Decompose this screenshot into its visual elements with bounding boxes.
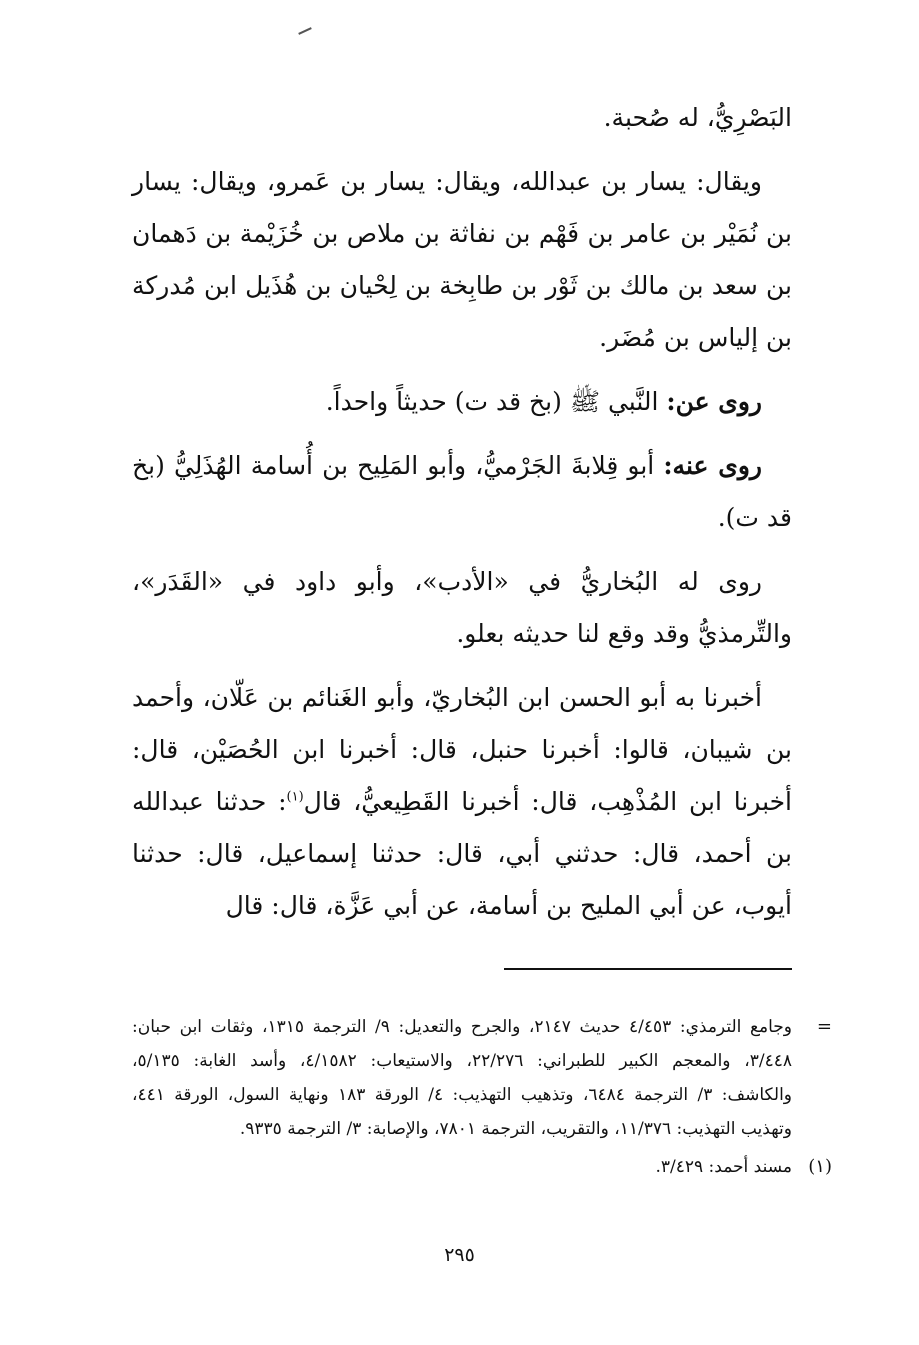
paragraph-1: البَصْرِيُّ، له صُحبة. — [603, 103, 792, 132]
rawa-an-text: النَّبي ﷺ (بخ قد ت) حديثاً واحداً. — [325, 387, 667, 416]
paragraph-6-part-1: أخبرنا به أبو الحسن ابن البُخاريّ، وأبو الغَنائم بن عَلّان، وأحمد بن شيبان، قالوا: أخبرنا حنبل، قال: أخبرنا ابن الحُصَيْن، قال: أخبرنا ابن المُذْهِب، قال: أخبرنا القَطِيعيُّ، قال — [132, 683, 793, 816]
footnote-1-marker: (١) — [808, 1156, 832, 1177]
paragraph-6 — [132, 672, 792, 932]
paragraph-4 — [132, 440, 792, 544]
rawa-an-label: روى عن: — [666, 387, 762, 416]
footnotes-block — [132, 1010, 832, 1184]
footnote-continuation — [132, 1010, 832, 1146]
paragraph-3 — [132, 376, 792, 428]
main-text-block — [132, 92, 792, 944]
page-number: ٢٩٥ — [444, 1244, 475, 1266]
footnote-continuation-marker: = — [816, 1016, 832, 1037]
rawa-anhu-label: روى عنه: — [663, 451, 762, 480]
paragraph-6-part-2: : حدثنا عبدالله بن أحمد، قال: حدثني أبي، قال: حدثنا إسماعيل، قال: حدثنا أيوب، عن أبي المليح بن أسامة، عن أبي عَزَّة، قال: قال — [132, 787, 792, 920]
footnote-1 — [132, 1150, 832, 1184]
stray-pen-mark — [298, 27, 312, 35]
footnote-continuation-text: وجامع الترمذي: ٤/٤٥٣ حديث ٢١٤٧، والجرح والتعديل: ٩/ الترجمة ١٣١٥، وثقات ابن حبان: ٣/٤٤٨، والمعجم الكبير للطبراني: ٢٢/٢٧٦، والاستيعاب: ٤/١٥٨٢، وأسد الغابة: ٥/١٣٥، والكاشف: ٣/ الترجمة ٦٤٨٤، وتذهيب التهذيب: ٤/ الورقة ١٨٣ ونهاية السول، الورقة ٤٤١، وتهذيب التهذيب: ١١/٣٧٦، والتقريب، الترجمة ٧٨٠١، والإصابة: ٣/ الترجمة ٩٣٣٥. — [132, 1017, 793, 1139]
footnote-divider — [504, 968, 792, 970]
paragraph-2: ويقال: يسار بن عبدالله، ويقال: يسار بن عَمرو، ويقال: يسار بن نُمَيْر بن عامر بن فَهْم بن نفاثة بن ملاص بن خُزَيْمة بن دَهمان بن سعد بن مالك بن ثَوْر بن طابِخة بن لِحْيان بن هُذَيل ابن مُدركة بن إلياس بن مُضَر. — [132, 167, 793, 352]
paragraph-5: روى له البُخاريُّ في «الأدب»، وأبو داود في «القَدَر»، والتِّرمذيُّ وقد وقع لنا حديثه بعلو. — [132, 567, 792, 648]
footnote-1-text: مسند أحمد: ٣/٤٢٩. — [655, 1157, 792, 1177]
footnote-ref-1: (١) — [286, 789, 304, 805]
rawa-anhu-text: أبو قِلابةَ الجَرْميُّ، وأبو المَلِيح بن أُسامة الهُذَلِيُّ (بخ قد ت). — [132, 451, 792, 532]
